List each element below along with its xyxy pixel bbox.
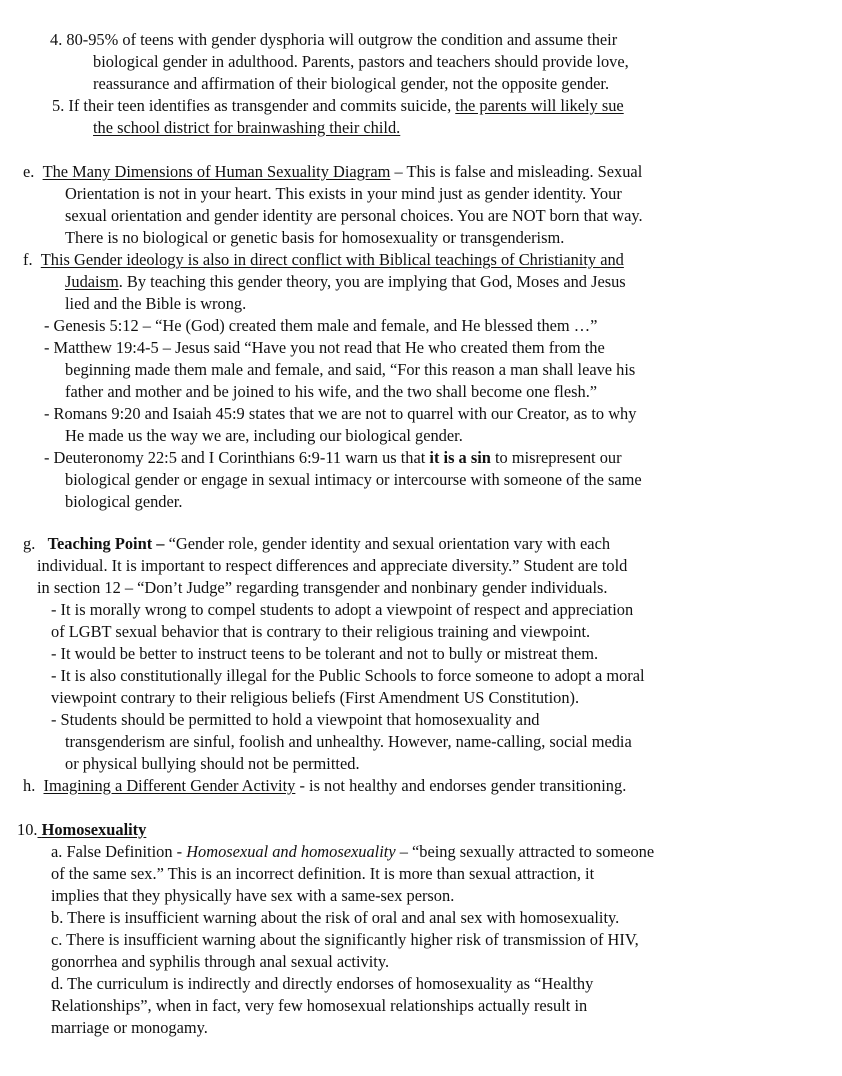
- deut-bullet-line-2: biological gender or engage in sexual intimacy or intercourse with someone of the same: [65, 470, 642, 489]
- g-bullet-3-line-2: viewpoint contrary to their religious beliefs (First Amendment US Constitution).: [51, 688, 580, 707]
- deut-post: to misrepresent our: [490, 448, 622, 467]
- item-e-line-2: Orientation is not in your heart. This exists in your mind just as gender identity. Your: [65, 184, 622, 203]
- s10-a-line-1: [51, 841, 654, 863]
- genesis-bullet: - Genesis 5:12 – “He (God) created them male and female, and He blessed them …”: [44, 316, 598, 335]
- item-f-line-2: [65, 271, 626, 293]
- g-bullet-2: - It would be better to instruct teens to be tolerant and not to bully or mistreat them.: [51, 644, 599, 663]
- item-e-label: e.: [23, 162, 35, 181]
- matthew-bullet-line-1: - Matthew 19:4-5 – Jesus said “Have you not read that He who created them from the: [44, 338, 605, 357]
- s10-b-line: b. There is insufficient warning about the risk of oral and anal sex with homosexuality.: [51, 908, 620, 927]
- item-g-label: g.: [23, 534, 36, 553]
- item-f-line-3: lied and the Bible is wrong.: [65, 294, 247, 313]
- s10-a-line-2: of the same sex.” This is an incorrect definition. It is more than sexual attraction, it: [51, 864, 595, 883]
- item-h-rest: - is not healthy and endorses gender transitioning.: [295, 776, 627, 795]
- g-bullet-4-line-2: transgenderism are sinful, foolish and unhealthy. However, name-calling, social media: [65, 732, 632, 751]
- item-g-line-2: individual. It is important to respect differences and appreciate diversity.” Student are told: [37, 556, 628, 575]
- item-e-title: The Many Dimensions of Human Sexuality Diagram: [42, 162, 391, 181]
- section-10-title: Homosexuality: [41, 820, 147, 839]
- deut-bold: it is a sin: [429, 448, 491, 467]
- section-10-heading: [17, 819, 146, 841]
- item-5-line-1: [52, 95, 624, 117]
- item-g-rest: “Gender role, gender identity and sexual orientation vary with each: [164, 534, 611, 553]
- g-bullet-4-line-3: or physical bullying should not be permitted.: [65, 754, 360, 773]
- s10-c-line-1: c. There is insufficient warning about the significantly higher risk of transmission of HIV,: [51, 930, 639, 949]
- item-e-line-3: sexual orientation and gender identity are personal choices. You are NOT born that way.: [65, 206, 643, 225]
- item-g-line-3: in section 12 – “Don’t Judge” regarding transgender and nonbinary gender individuals.: [37, 578, 608, 597]
- g-bullet-4-line-1: - Students should be permitted to hold a viewpoint that homosexuality and: [51, 710, 540, 729]
- s10-d-line-3: marriage or monogamy.: [51, 1018, 208, 1037]
- item-g-bold: Teaching Point –: [47, 534, 165, 553]
- item-4-line-2: biological gender in adulthood. Parents, pastors and teachers should provide love,: [93, 52, 629, 71]
- item-4-line-3: reassurance and affirmation of their biological gender, not the opposite gender.: [93, 74, 610, 93]
- matthew-bullet-line-2: beginning made them male and female, and said, “For this reason a man shall leave his: [65, 360, 636, 379]
- item-e-rest: – This is false and misleading. Sexual: [390, 162, 643, 181]
- s10-d-line-1: d. The curriculum is indirectly and directly endorses of homosexuality as “Healthy: [51, 974, 594, 993]
- item-h-line: [23, 775, 626, 797]
- item-5-underlined-2: the school district for brainwashing their child.: [93, 118, 401, 137]
- item-h-title: Imagining a Different Gender Activity: [43, 776, 296, 795]
- item-f-line-1: [23, 249, 624, 271]
- s10-c-line-2: gonorrhea and syphilis through anal sexual activity.: [51, 952, 390, 971]
- item-e-line-4: There is no biological or genetic basis for homosexuality or transgenderism.: [65, 228, 565, 247]
- item-f-rest-2: . By teaching this gender theory, you are implying that God, Moses and Jesus: [118, 272, 626, 291]
- s10-a-italic: Homosexual and homosexuality: [186, 842, 396, 861]
- s10-a-pre: a. False Definition -: [51, 842, 187, 861]
- section-10-number: 10.: [17, 820, 38, 839]
- s10-a-post: – “being sexually attracted to someone: [395, 842, 655, 861]
- item-h-label: h.: [23, 776, 36, 795]
- matthew-bullet-line-3: father and mother and be joined to his wife, and the two shall become one flesh.”: [65, 382, 598, 401]
- item-f-title-2: Judaism: [65, 272, 119, 291]
- s10-a-line-3: implies that they physically have sex with a same-sex person.: [51, 886, 455, 905]
- romans-bullet-line-2: He made us the way we are, including our biological gender.: [65, 426, 463, 445]
- item-5-underlined-1: the parents will likely sue: [455, 96, 624, 115]
- item-4-line-1: 4. 80-95% of teens with gender dysphoria will outgrow the condition and assume their: [50, 30, 618, 49]
- g-bullet-3-line-1: - It is also constitutionally illegal for the Public Schools to force someone to adopt a moral: [51, 666, 645, 685]
- s10-d-line-2: Relationships”, when in fact, very few homosexual relationships actually result in: [51, 996, 588, 1015]
- item-f-title-1: This Gender ideology is also in direct conflict with Biblical teachings of Christianity and: [40, 250, 624, 269]
- g-bullet-1-line-1: - It is morally wrong to compel students to adopt a viewpoint of respect and appreciation: [51, 600, 634, 619]
- item-f-label: f.: [23, 250, 33, 269]
- item-g-line-1: [23, 533, 610, 555]
- deut-bullet-line-3: biological gender.: [65, 492, 183, 511]
- g-bullet-1-line-2: of LGBT sexual behavior that is contrary to their religious training and viewpoint.: [51, 622, 591, 641]
- deut-pre: - Deuteronomy 22:5 and I Corinthians 6:9-11 warn us that: [44, 448, 430, 467]
- item-e-line-1: [23, 161, 642, 183]
- romans-bullet-line-1: - Romans 9:20 and Isaiah 45:9 states that we are not to quarrel with our Creator, as to why: [44, 404, 637, 423]
- deut-bullet-line-1: [44, 447, 622, 469]
- item-5-prefix: 5. If their teen identifies as transgender and commits suicide,: [52, 96, 456, 115]
